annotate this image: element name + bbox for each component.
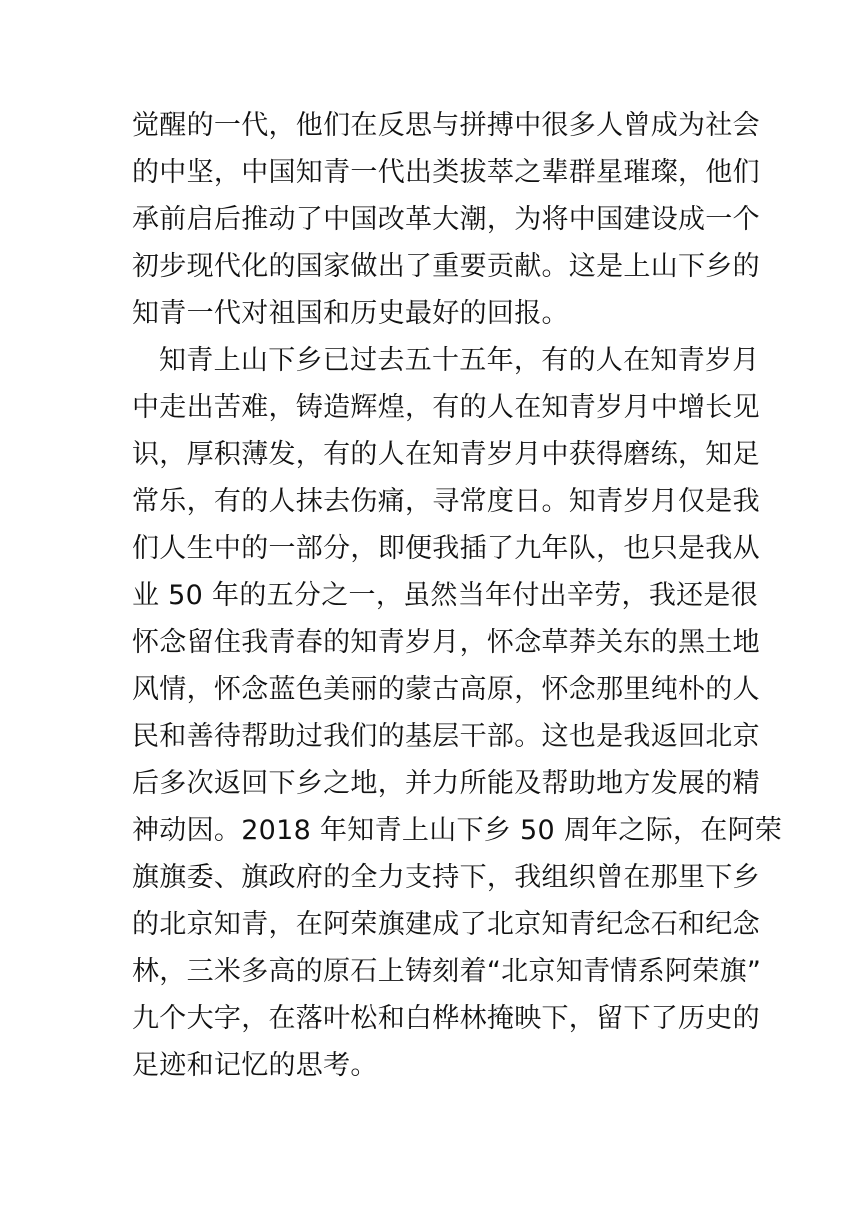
paragraph-2-line-16: 足迹和记忆的思考。	[132, 1050, 378, 1081]
paragraph-2-line-9: 民和善待帮助过我们的基层干部。这也是我返回北京	[132, 721, 760, 752]
paragraph-2-line-7: 怀念留住我青春的知青岁月，怀念草莽关东的黑土地	[132, 627, 760, 658]
paragraph-2-line-6: 业 50 年的五分之一，虽然当年付出辛劳，我还是很	[132, 580, 759, 611]
paragraph-2-line-11: 神动因。2018 年知青上山下乡 50 周年之际，在阿荣	[132, 815, 783, 846]
paragraph-1-line-3: 承前启后推动了中国改革大潮，为将中国建设成一个	[132, 204, 760, 235]
paragraph-2-line-2: 中走出苦难，铸造辉煌，有的人在知青岁月中增长见	[132, 392, 760, 423]
paragraph-2-line-5: 们人生中的一部分，即便我插了九年队，也只是我从	[132, 533, 760, 564]
paragraph-2-line-8: 风情，怀念蓝色美丽的蒙古高原，怀念那里纯朴的人	[132, 674, 760, 705]
paragraph-2-line-12: 旗旗委、旗政府的全力支持下，我组织曾在那里下乡	[132, 862, 760, 893]
paragraph-2-line-10: 后多次返回下乡之地，并力所能及帮助地方发展的精	[132, 768, 760, 799]
document-body	[132, 102, 783, 1089]
paragraph-2-line-3: 识，厚积薄发，有的人在知青岁月中获得磨练，知足	[132, 439, 760, 470]
paragraph-2-line-4: 常乐，有的人抹去伤痛，寻常度日。知青岁月仅是我	[132, 486, 760, 517]
paragraph-2-line-15: 九个大字，在落叶松和白桦林掩映下，留下了历史的	[132, 1003, 760, 1034]
paragraph-1-line-1: 觉醒的一代，他们在反思与拼搏中很多人曾成为社会	[132, 110, 760, 141]
paragraph-1-line-5: 知青一代对祖国和历史最好的回报。	[132, 298, 569, 329]
paragraph-2-line-1: 知青上山下乡已过去五十五年，有的人在知青岁月	[159, 345, 760, 376]
paragraph-1-line-2: 的中坚，中国知青一代出类拔萃之辈群星璀璨，他们	[132, 157, 760, 188]
paragraph-2-line-14: 林，三米多高的原石上铸刻着“北京知青情系阿荣旗”	[132, 956, 762, 987]
paragraph-2-line-13: 的北京知青，在阿荣旗建成了北京知青纪念石和纪念	[132, 909, 760, 940]
paragraph-1-line-4: 初步现代化的国家做出了重要贡献。这是上山下乡的	[132, 251, 760, 282]
